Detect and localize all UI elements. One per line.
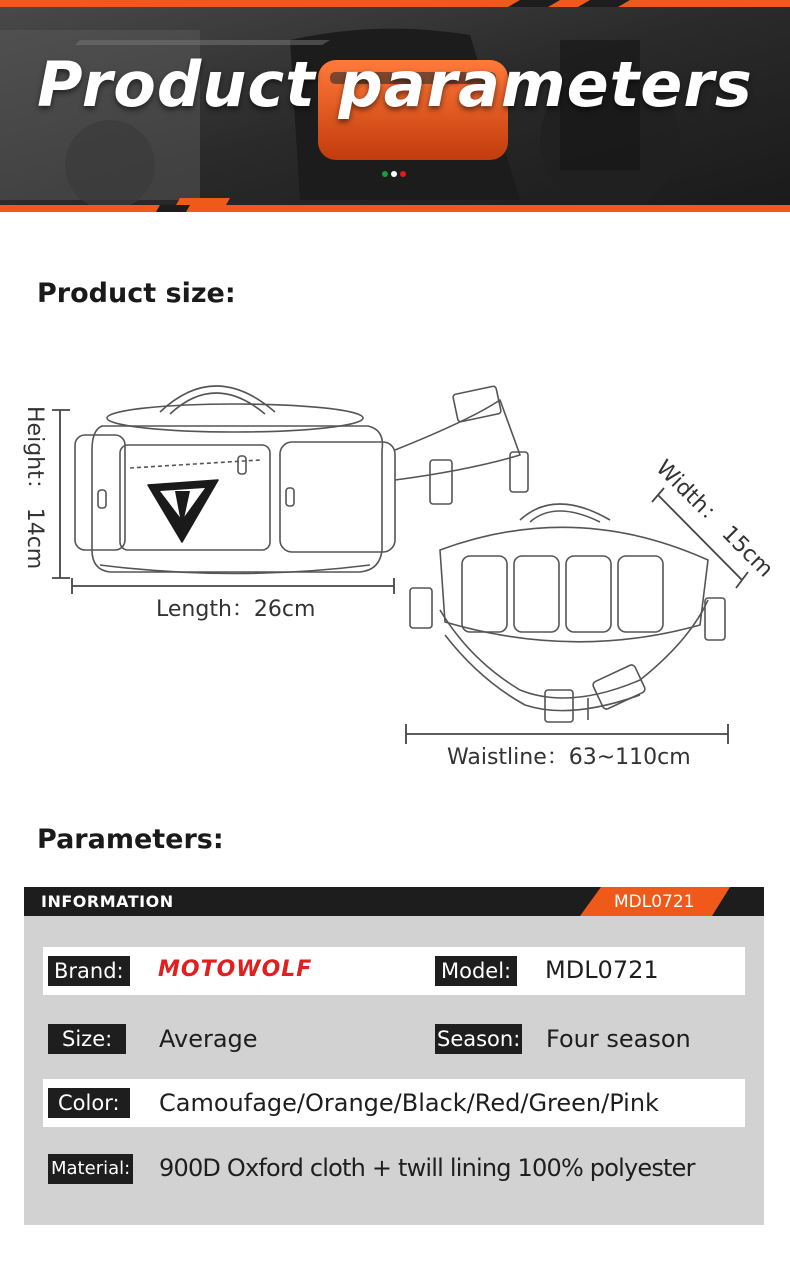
color-tag: Color: <box>48 1088 130 1118</box>
material-row <box>43 1145 745 1193</box>
length-dimension-label: Length：26cm <box>156 597 316 622</box>
color-value: Camoufage/Orange/Black/Red/Green/Pink <box>159 1089 659 1117</box>
waistline-dimension-label: Waistline：63~110cm <box>447 745 691 770</box>
header-model-tab <box>580 887 730 916</box>
material-value: 900D Oxford cloth + twill lining 100% polyester <box>159 1154 695 1182</box>
season-tag: Season: <box>435 1024 522 1054</box>
bag-back-view <box>410 504 725 722</box>
model-value: MDL0721 <box>545 956 659 984</box>
product-size-heading: Product size: <box>37 278 236 309</box>
flag-dot-green <box>382 171 388 177</box>
brand-model-row <box>43 947 745 995</box>
size-value: Average <box>159 1025 258 1053</box>
flag-dot-white <box>391 171 397 177</box>
information-title: INFORMATION <box>41 892 174 911</box>
parameters-heading: Parameters: <box>37 824 224 855</box>
flag-dot-red <box>400 171 406 177</box>
italian-flag-dots <box>382 171 406 177</box>
width-dimension-label: Width： 15cm <box>650 455 778 583</box>
bag-line-drawing <box>0 360 790 790</box>
size-tag: Size: <box>48 1024 126 1054</box>
brand-tag: Brand: <box>48 956 130 986</box>
bag-front-view <box>75 386 395 574</box>
header-model-text: MDL0721 <box>614 892 695 912</box>
material-tag: Material: <box>48 1154 133 1184</box>
model-tag: Model: <box>435 956 517 986</box>
season-value: Four season <box>546 1025 691 1053</box>
banner-title: Product parameters <box>37 48 753 121</box>
height-dimension-label: Height： 14cm <box>22 406 47 570</box>
size-season-row <box>43 1015 745 1063</box>
information-panel <box>24 887 764 1225</box>
brand-logo: MOTOWOLF <box>158 957 313 982</box>
size-diagram <box>0 360 790 790</box>
information-header <box>24 887 764 916</box>
hero-banner <box>0 0 790 212</box>
color-row <box>43 1079 745 1127</box>
